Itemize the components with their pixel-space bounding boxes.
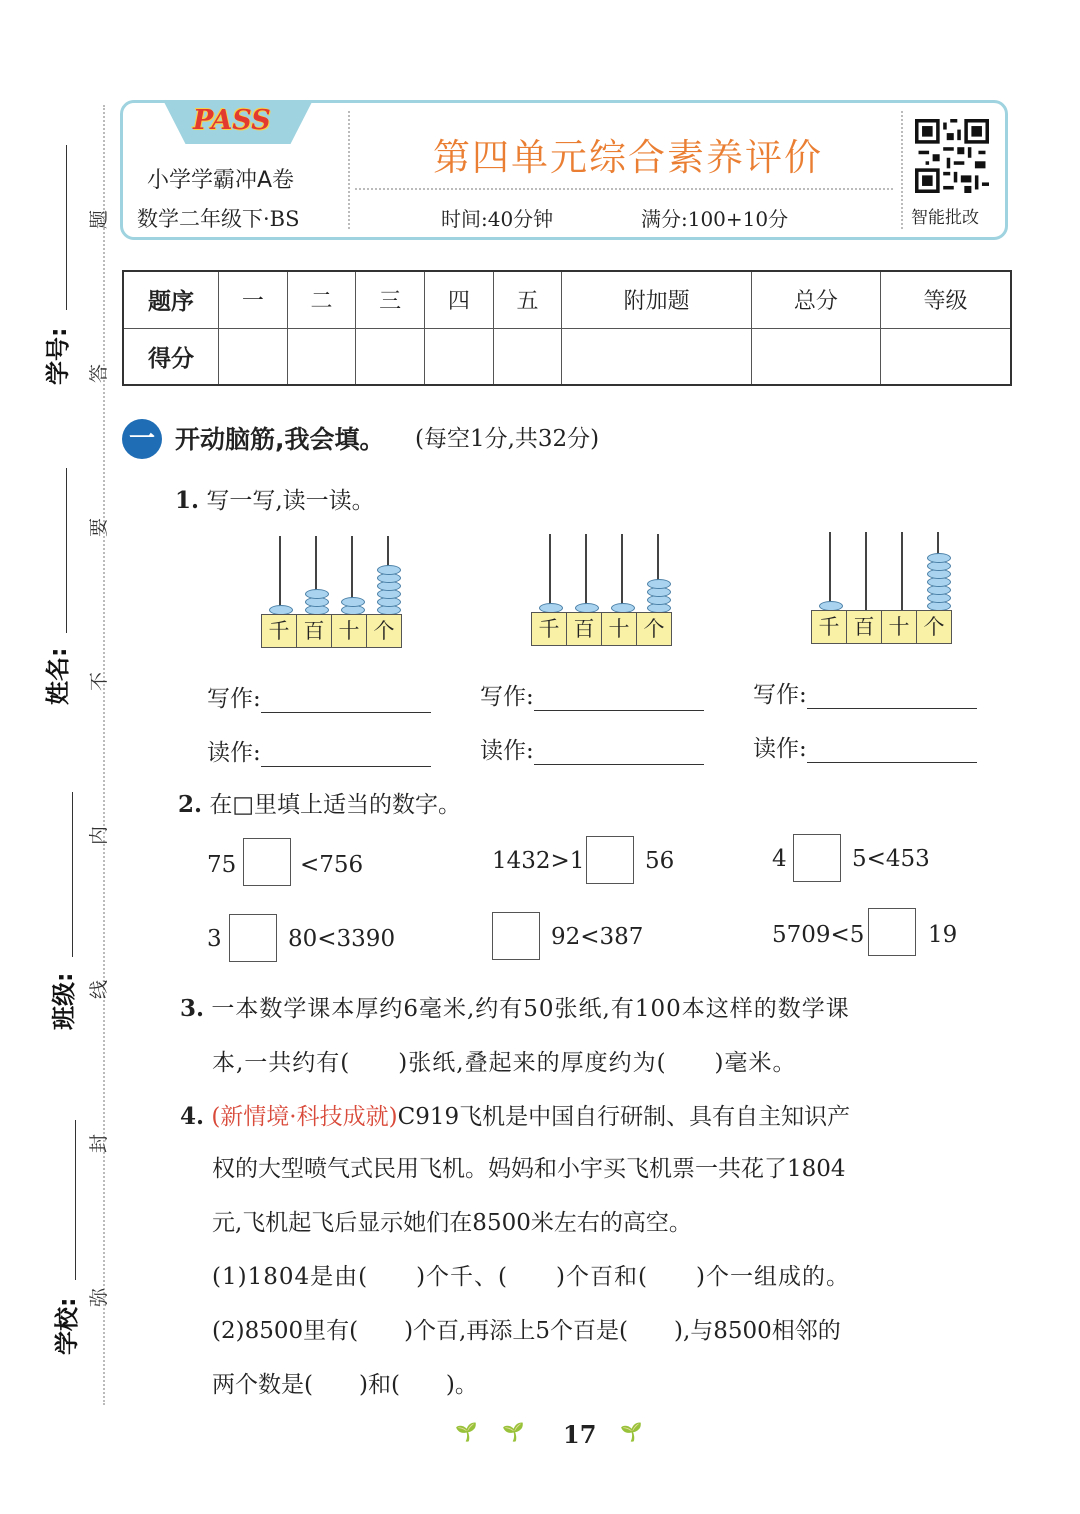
q2-prefix: 1432>1 <box>492 848 585 874</box>
question-4 <box>180 1098 850 1131</box>
question-number: 1. <box>175 487 200 514</box>
qr-caption: 智能批改 <box>911 208 979 228</box>
read-field <box>753 730 977 763</box>
q2-prefix: 75 <box>207 852 237 878</box>
column-header: 四 <box>425 271 494 328</box>
seal-char: 题 <box>88 209 111 230</box>
student-id-line <box>66 145 67 310</box>
score-table <box>122 270 1012 386</box>
place-value-label: 十 <box>331 614 367 648</box>
q2-suffix: 19 <box>928 922 958 948</box>
seal-char: 答 <box>88 363 111 384</box>
abacus-rod <box>585 534 587 612</box>
seal-char: 封 <box>88 1133 111 1154</box>
section-badge: 一 <box>122 419 162 459</box>
answer-blank[interactable] <box>261 740 431 767</box>
name-line <box>66 468 67 633</box>
abacus-base <box>812 610 952 644</box>
sub-question-2: (2)8500里有( )个百,再添上5个百是( ),与8500相邻的 <box>212 1318 841 1344</box>
time-limit: 时间:40分钟 <box>441 207 554 231</box>
seal-char: 线 <box>88 979 111 1000</box>
question-text: 在□里填上适当的数字。 <box>209 792 462 818</box>
write-field <box>753 676 977 709</box>
question-tag: (新情境·科技成就) <box>211 1104 398 1130</box>
sprout-icon: 🌱 <box>502 1422 525 1443</box>
sprout-icon: 🌱 <box>620 1422 643 1443</box>
write-label: 写作: <box>207 686 261 712</box>
full-score: 满分:100+10分 <box>641 207 789 231</box>
abacus-bead <box>377 565 401 575</box>
q2-prefix: 4 <box>772 846 787 872</box>
digit-box[interactable] <box>586 836 634 884</box>
answer-blank[interactable] <box>534 738 704 765</box>
abacus-base <box>262 614 402 648</box>
question-text: 本,一共约有( )张纸,叠起来的厚度约为( )毫米。 <box>212 1050 797 1076</box>
write-field <box>480 678 704 711</box>
digit-box[interactable] <box>793 834 841 882</box>
place-value-label: 十 <box>601 612 637 646</box>
question-1 <box>175 482 375 515</box>
read-field <box>207 734 431 767</box>
school-label: 学校: <box>53 1297 81 1355</box>
digit-box[interactable] <box>229 914 277 962</box>
place-value-label: 个 <box>916 610 952 644</box>
sub-question-1: (1)1804是由( )个千、( )个百和( )个一组成的。 <box>212 1264 850 1290</box>
q2-prefix: 3 <box>207 926 222 952</box>
question-text: 权的大型喷气式民用飞机。妈妈和小宇买飞机票一共花了1804 <box>212 1156 846 1182</box>
question-text: C919飞机是中国自行研制、具有自主知识产 <box>397 1104 851 1130</box>
write-field <box>207 680 431 713</box>
abacus-bead <box>927 553 951 563</box>
score-cell[interactable] <box>219 328 288 385</box>
q2-suffix: 5<453 <box>852 846 930 872</box>
place-value-label: 千 <box>811 610 847 644</box>
pass-logo: PASS <box>193 105 271 136</box>
series-name: 小学学霸冲A卷 <box>147 168 295 193</box>
place-value-label: 百 <box>566 612 602 646</box>
place-value-label: 千 <box>261 614 297 648</box>
question-3 <box>180 990 850 1023</box>
seal-char: 不 <box>88 671 111 692</box>
q2-suffix: <756 <box>300 852 364 878</box>
grade-label: 数学二年级下·BS <box>137 207 300 231</box>
abacus-rod <box>865 532 867 610</box>
digit-box[interactable] <box>243 838 291 886</box>
question-text: 写一写,读一读。 <box>206 488 375 514</box>
score-cell[interactable] <box>562 328 752 385</box>
binding-dotted-line <box>103 105 105 1405</box>
column-header: 等级 <box>880 271 1011 328</box>
column-header: 一 <box>219 271 288 328</box>
row-header: 题序 <box>123 271 219 328</box>
student-id-label: 学号: <box>44 327 72 385</box>
read-label: 读作: <box>480 738 534 764</box>
column-header: 二 <box>287 271 356 328</box>
abacus-base <box>532 612 672 646</box>
q2-suffix: 56 <box>645 848 675 874</box>
abacus-bead <box>647 579 671 589</box>
q2-suffix: 80<3390 <box>288 926 396 952</box>
abacus-rod <box>829 532 831 610</box>
answer-blank[interactable] <box>807 682 977 709</box>
place-value-label: 个 <box>636 612 672 646</box>
section-note: (每空1分,共32分) <box>415 426 600 452</box>
abacus-rod <box>621 534 623 612</box>
abacus <box>532 534 682 654</box>
abacus-bead <box>305 589 329 599</box>
read-field <box>480 732 704 765</box>
name-label: 姓名: <box>44 647 72 705</box>
write-label: 写作: <box>480 684 534 710</box>
row-header: 得分 <box>123 328 219 385</box>
read-label: 读作: <box>207 740 261 766</box>
digit-box[interactable] <box>868 908 916 956</box>
abacus-rod <box>549 534 551 612</box>
digit-box[interactable] <box>492 912 540 960</box>
class-line <box>72 792 73 957</box>
read-label: 读作: <box>753 736 807 762</box>
abacus <box>812 532 962 652</box>
place-value-label: 千 <box>531 612 567 646</box>
place-value-label: 个 <box>366 614 402 648</box>
place-value-label: 百 <box>296 614 332 648</box>
question-number: 3. <box>180 995 205 1022</box>
school-line <box>75 1120 76 1280</box>
qr-code-icon[interactable] <box>915 119 989 193</box>
seal-char: 弥 <box>88 1287 111 1308</box>
abacus-rod <box>901 532 903 610</box>
seal-char: 内 <box>88 825 111 846</box>
sprout-icon: 🌱 <box>455 1422 478 1443</box>
header-divider <box>348 111 350 229</box>
page-number: 17 <box>563 1420 597 1449</box>
column-header: 总分 <box>751 271 880 328</box>
score-cell[interactable] <box>751 328 880 385</box>
score-cell[interactable] <box>287 328 356 385</box>
answer-blank[interactable] <box>534 684 704 711</box>
class-label: 班级: <box>50 972 78 1030</box>
header-dotted-rule <box>355 188 893 190</box>
score-cell[interactable] <box>425 328 494 385</box>
question-number: 2. <box>178 791 203 818</box>
header-divider <box>901 111 903 229</box>
column-header: 五 <box>493 271 562 328</box>
answer-blank[interactable] <box>261 686 431 713</box>
question-2 <box>178 786 461 819</box>
place-value-label: 十 <box>881 610 917 644</box>
page-title: 第四单元综合素养评价 <box>433 136 823 179</box>
section-title: 开动脑筋,我会填。 <box>175 425 385 454</box>
column-header: 三 <box>356 271 425 328</box>
question-number: 4. <box>180 1103 205 1130</box>
question-text: 一本数学课本厚约6毫米,约有50张纸,有100本这样的数学课 <box>211 996 850 1022</box>
q2-suffix: 92<387 <box>551 924 644 950</box>
exam-header <box>120 100 1008 240</box>
place-value-label: 百 <box>846 610 882 644</box>
score-cell[interactable] <box>880 328 1011 385</box>
score-cell[interactable] <box>493 328 562 385</box>
write-label: 写作: <box>753 682 807 708</box>
score-cell[interactable] <box>356 328 425 385</box>
q2-prefix: 5709<5 <box>772 922 865 948</box>
column-header: 附加题 <box>562 271 752 328</box>
answer-blank[interactable] <box>807 736 977 763</box>
sub-question-2-cont: 两个数是( )和( )。 <box>212 1372 478 1398</box>
seal-char: 要 <box>88 517 111 538</box>
question-text: 元,飞机起飞后显示她们在8500米左右的高空。 <box>212 1210 692 1236</box>
abacus-rod <box>279 536 281 614</box>
abacus <box>262 536 412 656</box>
abacus-bead <box>341 597 365 607</box>
